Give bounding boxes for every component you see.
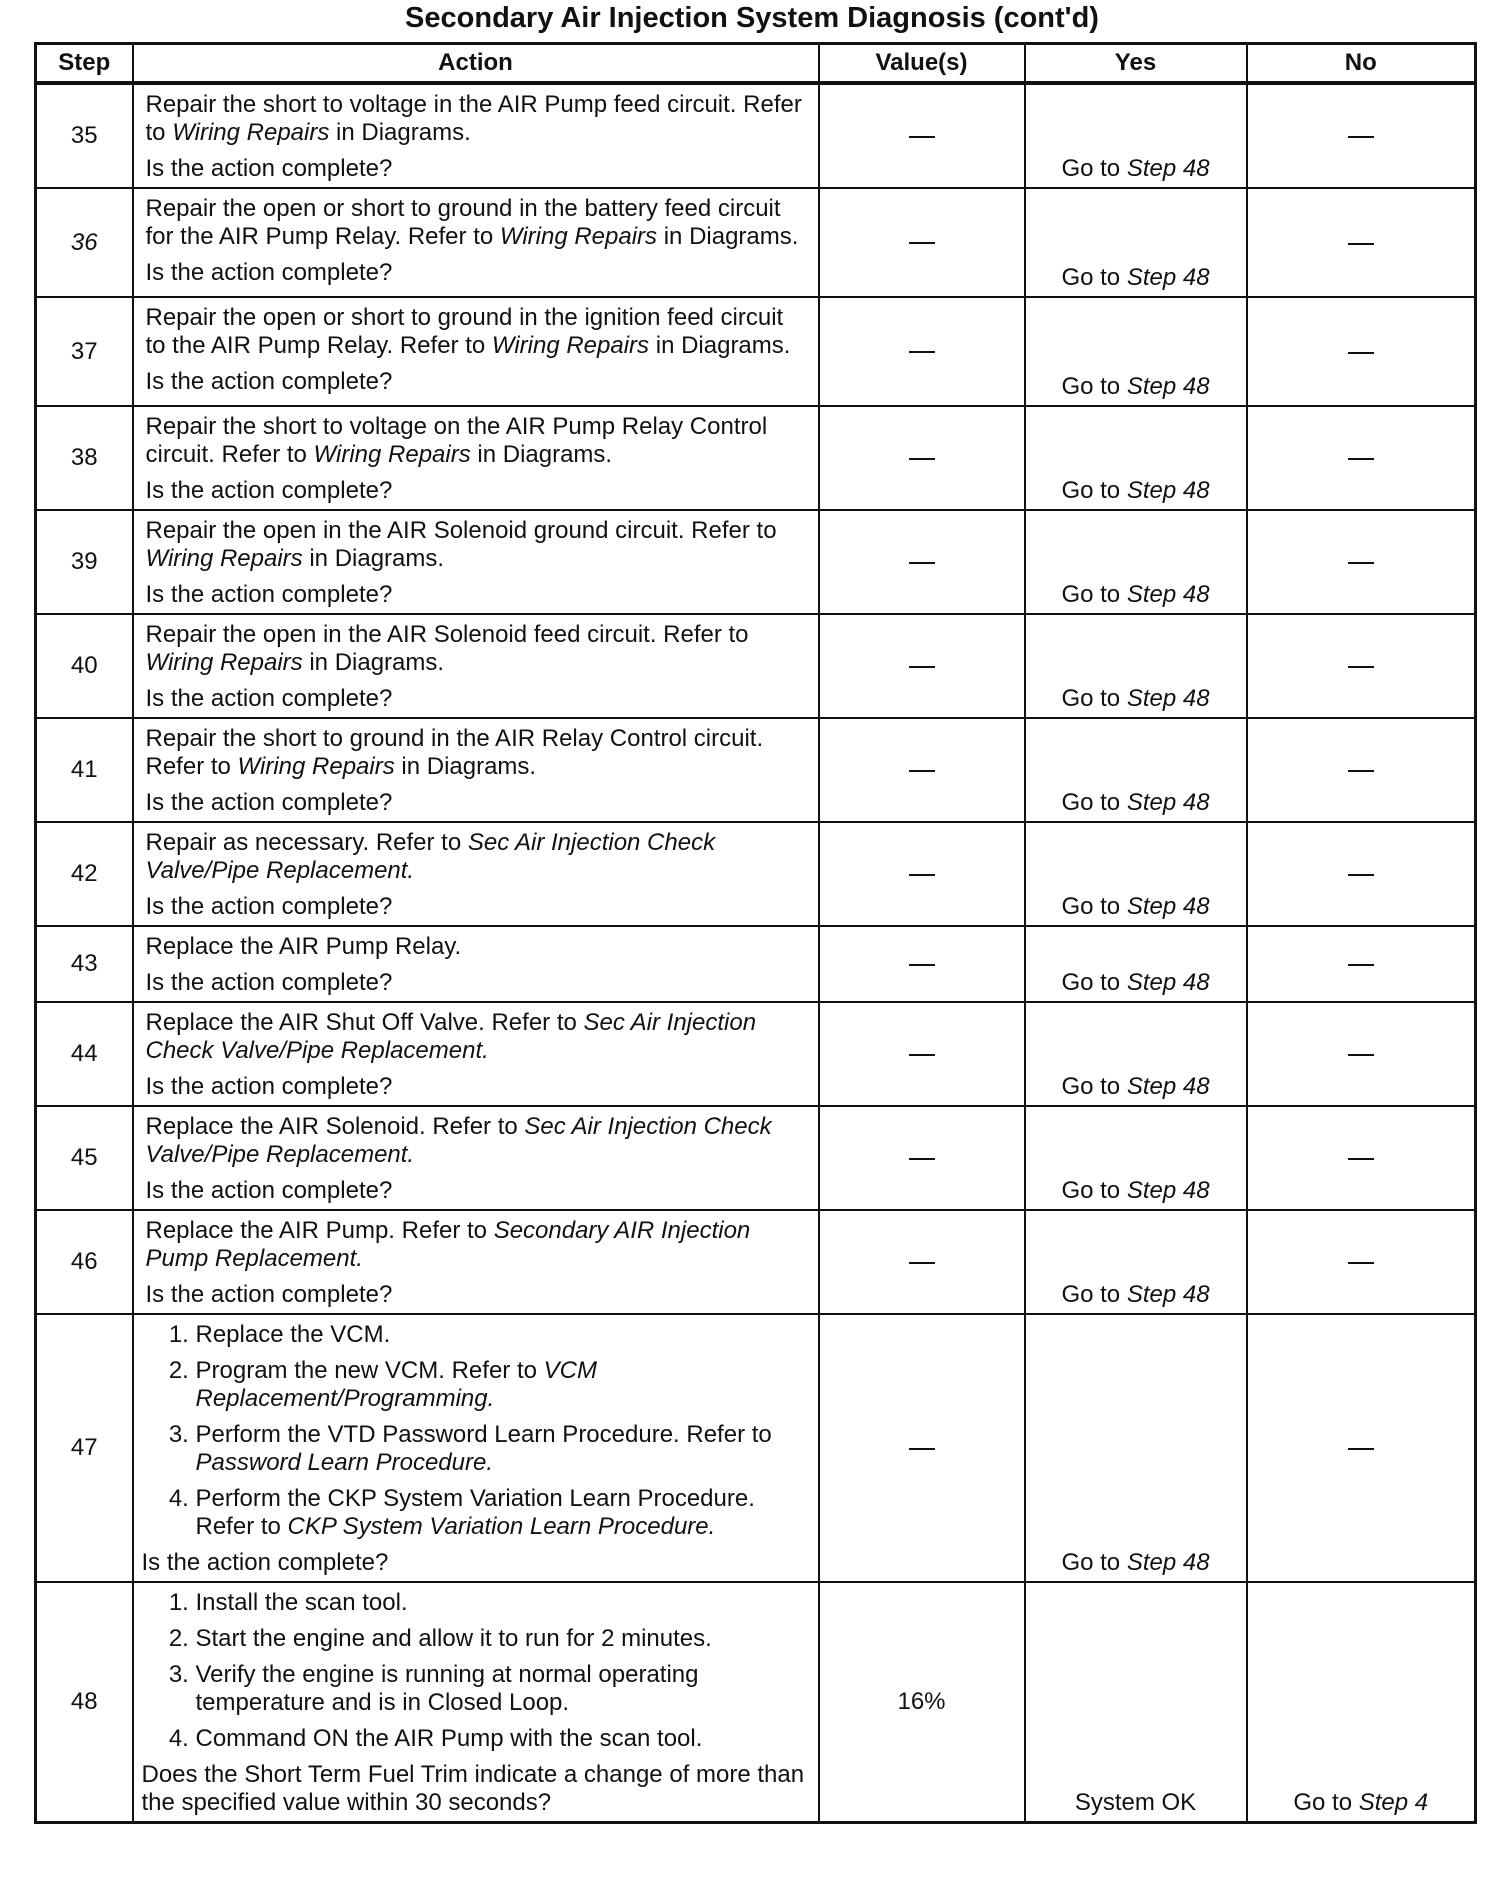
action-text: in Diagrams. (649, 332, 791, 359)
yes-step-ref: Step 48 (1126, 1073, 1210, 1100)
table-body (36, 83, 1476, 1823)
reference-link: Wiring Repairs (237, 753, 395, 780)
dash-mark (909, 242, 935, 244)
action-text: in Diagrams. (470, 441, 613, 468)
yes-text: System OK (1074, 1789, 1197, 1816)
action-description (146, 517, 810, 573)
action-text: Command ON the AIR Pump with the scan tool. (195, 1725, 703, 1752)
action-cell (133, 510, 819, 614)
action-cell (133, 718, 819, 822)
action-text: Replace the AIR Shut Off Valve. Refer to (145, 1009, 584, 1036)
yes-text: Go to (1061, 893, 1127, 920)
yes-step-ref: Step 48 (1126, 789, 1210, 816)
step-number: 44 (36, 1002, 133, 1106)
yes-text: Go to (1061, 373, 1127, 400)
action-cell (133, 614, 819, 718)
procedure-step (196, 1661, 810, 1717)
reference-link: VCM Replacement/Programming. (195, 1357, 597, 1412)
dash-mark (1348, 666, 1374, 668)
action-text: Repair the short to voltage on the AIR Pump Relay Control circuit. Refer to (145, 413, 768, 468)
dash-mark (1348, 352, 1374, 354)
dash-mark (1348, 136, 1374, 138)
value-cell (819, 926, 1025, 1002)
action-text: Program the new VCM. Refer to (195, 1357, 544, 1384)
action-description (146, 1113, 810, 1169)
dash-mark (1348, 458, 1374, 460)
value-cell (819, 822, 1025, 926)
action-text: Verify the engine is running at normal operating temperature and is in Closed Loop. (195, 1661, 699, 1716)
procedure-step (196, 1421, 810, 1477)
reference-link: Wiring Repairs (491, 332, 650, 359)
action-description (146, 413, 810, 469)
action-text: Repair the open or short to ground in the ignition feed circuit to the AIR Pump Relay. Refer to (145, 304, 784, 359)
dash-mark (1348, 1158, 1374, 1160)
action-question: Is the action complete? (145, 1177, 393, 1204)
action-cell (133, 1582, 819, 1823)
action-question: Is the action complete? (145, 581, 393, 608)
value-cell (819, 1314, 1025, 1582)
value-cell (819, 1106, 1025, 1210)
no-cell (1247, 406, 1476, 510)
yes-text: Go to (1061, 155, 1127, 182)
action-question: Is the action complete? (145, 1073, 393, 1100)
yes-cell (1025, 1210, 1247, 1314)
action-text: Perform the CKP System Variation Learn Procedure. Refer to (195, 1485, 755, 1540)
step-number: 36 (36, 188, 133, 297)
action-text: Repair as necessary. Refer to (145, 829, 468, 856)
action-text: Perform the VTD Password Learn Procedure. Refer to (195, 1421, 772, 1448)
no-cell (1247, 297, 1476, 406)
step-number: 45 (36, 1106, 133, 1210)
action-description (146, 1009, 810, 1065)
reference-link: Secondary AIR Injection Pump Replacement. (145, 1217, 751, 1272)
procedure-step (196, 1725, 810, 1753)
step-number: 46 (36, 1210, 133, 1314)
action-description (146, 195, 810, 251)
table-row (36, 297, 1476, 406)
yes-cell (1025, 1106, 1247, 1210)
value-cell (819, 406, 1025, 510)
action-cell (133, 822, 819, 926)
action-question: Is the action complete? (145, 969, 393, 996)
table-row (36, 1210, 1476, 1314)
dash-mark (1348, 1054, 1374, 1056)
action-cell (133, 1314, 819, 1582)
table-row (36, 83, 1476, 188)
header-action: Action (133, 44, 819, 84)
dash-mark (909, 562, 935, 564)
yes-cell (1025, 1314, 1247, 1582)
action-text: Replace the VCM. (195, 1321, 391, 1348)
no-step-ref: Step 4 (1358, 1789, 1429, 1816)
yes-cell (1025, 83, 1247, 188)
action-text: Repair the short to voltage in the AIR Pump feed circuit. Refer to (145, 91, 802, 146)
procedure-list (146, 1321, 810, 1541)
yes-step-ref: Step 48 (1126, 1549, 1210, 1576)
step-number: 48 (36, 1582, 133, 1823)
action-question: Is the action complete? (145, 893, 393, 920)
action-question: Does the Short Term Fuel Trim indicate a change of more than the specified value within 30 seconds? (141, 1761, 805, 1816)
yes-text: Go to (1061, 685, 1127, 712)
table-row (36, 1582, 1476, 1823)
action-description (146, 304, 810, 360)
table-row (36, 188, 1476, 297)
action-cell (133, 1210, 819, 1314)
reference-link: Wiring Repairs (145, 545, 303, 572)
table-row (36, 1106, 1476, 1210)
yes-cell (1025, 822, 1247, 926)
table-row (36, 614, 1476, 718)
yes-cell (1025, 406, 1247, 510)
yes-text: Go to (1061, 1177, 1127, 1204)
no-cell (1247, 1582, 1476, 1823)
dash-mark (1348, 562, 1374, 564)
yes-text: Go to (1061, 581, 1127, 608)
yes-text: Go to (1061, 477, 1127, 504)
action-description (146, 725, 810, 781)
reference-link: Wiring Repairs (172, 119, 330, 146)
step-number: 47 (36, 1314, 133, 1582)
action-cell (133, 926, 819, 1002)
yes-cell (1025, 297, 1247, 406)
yes-step-ref: Step 48 (1126, 373, 1210, 400)
yes-text: Go to (1061, 1549, 1127, 1576)
action-cell (133, 406, 819, 510)
table-row (36, 1314, 1476, 1582)
action-text: in Diagrams. (302, 649, 445, 676)
yes-text: Go to (1061, 789, 1127, 816)
header-yes: Yes (1025, 44, 1247, 84)
action-question: Is the action complete? (145, 259, 393, 286)
yes-cell (1025, 510, 1247, 614)
yes-step-ref: Step 48 (1126, 581, 1210, 608)
dash-mark (909, 666, 935, 668)
step-number: 41 (36, 718, 133, 822)
action-question: Is the action complete? (145, 685, 393, 712)
yes-step-ref: Step 48 (1126, 969, 1210, 996)
action-cell (133, 1002, 819, 1106)
dash-mark (909, 964, 935, 966)
dash-mark (909, 1448, 935, 1450)
action-description (146, 621, 810, 677)
action-text: in Diagrams. (394, 753, 537, 780)
value-cell (819, 614, 1025, 718)
procedure-step (196, 1321, 810, 1349)
page-title: Secondary Air Injection System Diagnosis (cont'd) (405, 2, 1099, 34)
value-text: 16% (897, 1688, 946, 1715)
reference-link: Password Learn Procedure. (195, 1449, 493, 1476)
yes-step-ref: Step 48 (1126, 685, 1210, 712)
header-step: Step (36, 44, 133, 84)
dash-mark (909, 1054, 935, 1056)
value-cell (819, 718, 1025, 822)
dash-mark (1348, 1262, 1374, 1264)
yes-text: Go to (1061, 264, 1127, 291)
no-cell (1247, 1210, 1476, 1314)
procedure-step (196, 1589, 810, 1617)
yes-step-ref: Step 48 (1126, 155, 1210, 182)
yes-cell (1025, 614, 1247, 718)
dash-mark (1348, 874, 1374, 876)
step-number: 35 (36, 83, 133, 188)
diagnosis-table (34, 42, 1477, 1824)
action-description (146, 1217, 810, 1273)
action-question: Is the action complete? (145, 477, 393, 504)
value-cell (819, 510, 1025, 614)
step-number: 43 (36, 926, 133, 1002)
dash-mark (1348, 964, 1374, 966)
action-text: in Diagrams. (657, 223, 799, 250)
no-cell (1247, 1314, 1476, 1582)
action-text: in Diagrams. (329, 119, 471, 146)
no-cell (1247, 188, 1476, 297)
value-cell (819, 83, 1025, 188)
step-number: 38 (36, 406, 133, 510)
dash-mark (909, 136, 935, 138)
header-no: No (1247, 44, 1476, 84)
action-description (146, 829, 810, 885)
procedure-list (146, 1589, 810, 1753)
action-text: Repair the open in the AIR Solenoid feed circuit. Refer to (145, 621, 749, 648)
action-text: Start the engine and allow it to run for 2 minutes. (195, 1625, 712, 1652)
step-number: 37 (36, 297, 133, 406)
action-text: in Diagrams. (302, 545, 445, 572)
dash-mark (909, 458, 935, 460)
action-cell (133, 83, 819, 188)
no-cell (1247, 614, 1476, 718)
header-values: Value(s) (819, 44, 1025, 84)
step-number: 42 (36, 822, 133, 926)
table-row (36, 1002, 1476, 1106)
action-cell (133, 188, 819, 297)
reference-link: Sec Air Injection Check Valve/Pipe Replacement. (145, 829, 716, 884)
no-cell (1247, 83, 1476, 188)
dash-mark (909, 1262, 935, 1264)
no-cell (1247, 822, 1476, 926)
reference-link: CKP System Variation Learn Procedure. (287, 1513, 716, 1540)
dash-mark (909, 874, 935, 876)
action-text: Repair the open in the AIR Solenoid ground circuit. Refer to (145, 517, 777, 544)
yes-step-ref: Step 48 (1126, 264, 1210, 291)
action-description (146, 91, 810, 147)
action-cell (133, 297, 819, 406)
yes-text: Go to (1061, 1073, 1127, 1100)
no-cell (1247, 510, 1476, 614)
reference-link: Wiring Repairs (499, 223, 658, 250)
value-cell (819, 1002, 1025, 1106)
yes-step-ref: Step 48 (1126, 1177, 1210, 1204)
reference-link: Wiring Repairs (313, 441, 471, 468)
yes-step-ref: Step 48 (1126, 1281, 1210, 1308)
action-cell (133, 1106, 819, 1210)
table-row (36, 510, 1476, 614)
action-description (146, 933, 810, 961)
table-row (36, 406, 1476, 510)
no-cell (1247, 1002, 1476, 1106)
procedure-step (196, 1357, 810, 1413)
step-number: 40 (36, 614, 133, 718)
no-text: Go to (1293, 1789, 1359, 1816)
yes-cell (1025, 188, 1247, 297)
dash-mark (909, 770, 935, 772)
table-header-row (36, 44, 1476, 84)
reference-link: Sec Air Injection Check Valve/Pipe Replacement. (145, 1113, 772, 1168)
yes-text: Go to (1061, 1281, 1127, 1308)
value-cell (819, 297, 1025, 406)
yes-cell (1025, 926, 1247, 1002)
table-row (36, 718, 1476, 822)
action-question: Is the action complete? (141, 1549, 389, 1576)
dash-mark (1348, 243, 1374, 245)
action-question: Is the action complete? (145, 789, 393, 816)
action-text: Install the scan tool. (195, 1589, 408, 1616)
yes-text: Go to (1061, 969, 1127, 996)
no-cell (1247, 926, 1476, 1002)
dash-mark (909, 1158, 935, 1160)
yes-cell (1025, 1582, 1247, 1823)
dash-mark (909, 351, 935, 353)
dash-mark (1348, 1448, 1374, 1450)
reference-link: Sec Air Injection Check Valve/Pipe Replacement. (145, 1009, 757, 1064)
action-text: Repair the open or short to ground in the battery feed circuit for the AIR Pump Relay. Refer to (145, 195, 781, 250)
value-cell (819, 188, 1025, 297)
yes-cell (1025, 1002, 1247, 1106)
action-text: Repair the short to ground in the AIR Relay Control circuit. Refer to (145, 725, 764, 780)
action-text: Replace the AIR Solenoid. Refer to (145, 1113, 525, 1140)
yes-step-ref: Step 48 (1126, 893, 1210, 920)
table-row (36, 926, 1476, 1002)
procedure-step (196, 1625, 810, 1653)
step-number: 39 (36, 510, 133, 614)
procedure-step (196, 1485, 810, 1541)
reference-link: Wiring Repairs (145, 649, 303, 676)
no-cell (1247, 718, 1476, 822)
yes-step-ref: Step 48 (1126, 477, 1210, 504)
value-cell (819, 1582, 1025, 1823)
action-text: Replace the AIR Pump. Refer to (145, 1217, 494, 1244)
action-text: Replace the AIR Pump Relay. (145, 933, 462, 960)
yes-cell (1025, 718, 1247, 822)
dash-mark (1348, 770, 1374, 772)
action-question: Is the action complete? (145, 1281, 393, 1308)
action-question: Is the action complete? (145, 155, 393, 182)
action-question: Is the action complete? (145, 368, 393, 395)
table-row (36, 822, 1476, 926)
value-cell (819, 1210, 1025, 1314)
no-cell (1247, 1106, 1476, 1210)
